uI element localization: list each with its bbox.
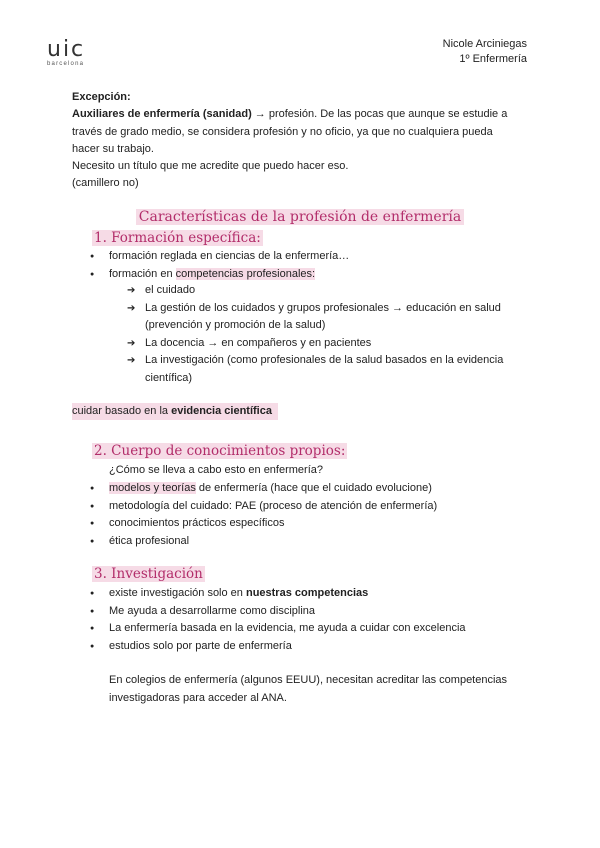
section3-heading-text: 3. Investigación	[94, 566, 203, 582]
section3-note: En colegios de enfermería (algunos EEUU), necesitan acreditar las competencias investigadoras para acceder al ANA.	[109, 674, 508, 704]
bullet-text: de enfermería (hace que el cuidado evolucione)	[195, 482, 432, 494]
arrow-icon: ➔	[127, 285, 136, 296]
arrow-icon: ➔	[127, 337, 136, 349]
list-item	[90, 498, 530, 516]
list-item	[90, 266, 530, 284]
section1-heading-text: 1. Formación específica:	[94, 230, 261, 246]
intro-paragraph	[72, 89, 532, 193]
section1-subitems	[127, 282, 527, 387]
bullet-text: La enfermería basada en la evidencia, me ayuda a cuidar con excelencia	[109, 622, 466, 634]
author-name: Nicole Arciniegas	[442, 38, 527, 50]
list-item	[90, 620, 530, 638]
uic-logo	[47, 37, 93, 67]
highlighted-note	[72, 403, 278, 420]
bullet-text: metodología del cuidado: PAE (proceso de atención de enfermería)	[109, 499, 438, 512]
list-item	[90, 248, 530, 266]
modelos-highlight: modelos y teorías	[109, 482, 196, 494]
bullet-text: existe investigación solo en	[109, 587, 246, 599]
subitem-text: el cuidado	[145, 284, 196, 296]
intro-line-2: través de grado medio, se considera profesión y no oficio, ya que no cualquiera pueda	[72, 125, 493, 138]
highlight-bold: evidencia científica	[171, 405, 272, 417]
bullet-text: conocimientos prácticos específicos	[109, 517, 285, 529]
section-title	[0, 209, 600, 225]
section1-heading	[92, 230, 263, 246]
title-text: Características de la profesión de enfermería	[136, 209, 464, 225]
list-item	[127, 282, 527, 300]
list-item	[90, 638, 530, 656]
subitem-text: La investigación (como profesionales de la salud basados en la evidencia científica)	[145, 354, 504, 384]
list-item	[127, 300, 527, 335]
highlight-prefix: cuidar basado en la	[72, 405, 172, 417]
course-name: 1º Enfermería	[459, 53, 527, 65]
competencias-highlight: competencias profesionales:	[175, 267, 316, 280]
section2-question: ¿Cómo se lleva a cabo esto en enfermería?	[109, 464, 324, 476]
bullet-text: formación reglada en ciencias de la enfermería…	[109, 250, 350, 262]
competencias-bold: nuestras competencias	[245, 587, 369, 599]
subitem-text: La gestión de los cuidados y grupos profesionales → educación en salud (prevención y promoción de la salud)	[145, 301, 501, 331]
subitem-text: La docencia → en compañeros y en pacientes	[145, 336, 372, 349]
exception-label: Excepción:	[72, 91, 131, 103]
section2-heading	[92, 443, 347, 459]
list-item	[127, 335, 527, 353]
intro-line-4: Necesito un título que me acredite que puedo hacer eso.	[72, 160, 349, 173]
list-item	[127, 352, 527, 387]
logo-mark: uic	[47, 37, 86, 62]
section2-heading-text: 2. Cuerpo de conocimientos propios:	[94, 443, 346, 459]
section3-heading	[92, 566, 205, 582]
intro-line-1-rest: → profesión. De las pocas que aunque se estudie a	[251, 108, 508, 121]
section2-bullets	[90, 480, 530, 550]
intro-line-5: (camillero no)	[72, 177, 139, 190]
logo-subtitle: barcelona	[47, 61, 85, 67]
list-item	[90, 515, 530, 533]
author-block	[443, 37, 527, 67]
list-item	[90, 585, 530, 603]
section1-bullets	[90, 248, 530, 283]
bullet-text: estudios solo por parte de enfermería	[109, 639, 292, 652]
list-item	[90, 603, 530, 621]
list-item	[90, 533, 530, 551]
auxiliares-bold: Auxiliares de enfermería (sanidad)	[72, 108, 252, 121]
intro-line-3: hacer su trabajo.	[72, 142, 154, 155]
bullet-text: formación en	[109, 267, 176, 280]
bullet-text: ética profesional	[109, 534, 190, 547]
intro-line-1	[72, 106, 532, 123]
list-item	[90, 480, 530, 498]
arrow-icon: ➔	[127, 302, 136, 314]
bullet-text: Me ayuda a desarrollarme como disciplina	[109, 604, 316, 617]
arrow-icon: ➔	[127, 355, 136, 366]
section3-bullets	[90, 585, 530, 655]
